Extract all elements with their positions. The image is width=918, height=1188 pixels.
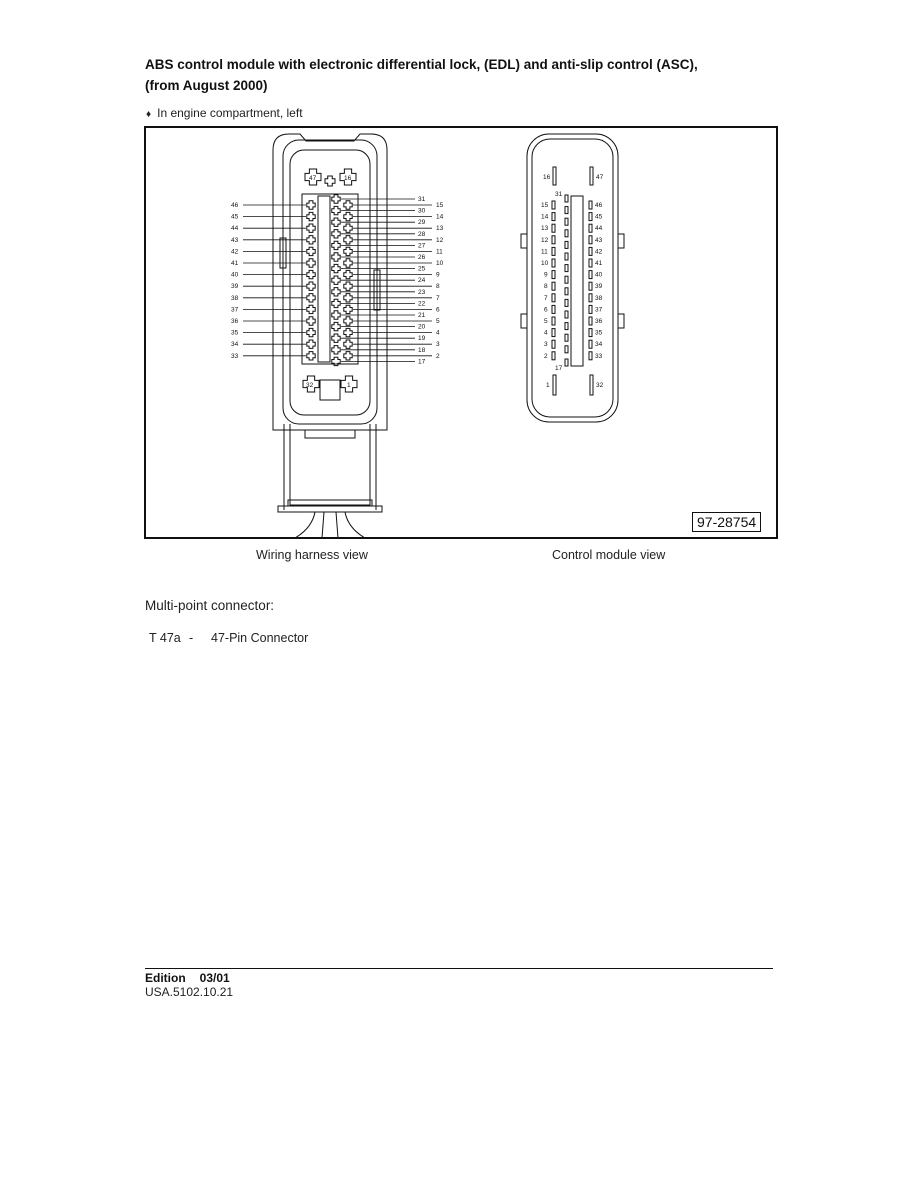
svg-text:35: 35 bbox=[231, 329, 239, 337]
svg-text:30: 30 bbox=[418, 207, 426, 215]
svg-text:31: 31 bbox=[555, 191, 563, 198]
svg-text:14: 14 bbox=[541, 213, 549, 221]
footer-divider bbox=[145, 968, 773, 969]
document-title bbox=[145, 54, 785, 96]
svg-text:35: 35 bbox=[595, 329, 603, 337]
svg-text:4: 4 bbox=[544, 329, 548, 337]
svg-text:39: 39 bbox=[595, 283, 603, 291]
svg-text:39: 39 bbox=[231, 283, 239, 291]
svg-text:8: 8 bbox=[436, 283, 440, 291]
svg-text:42: 42 bbox=[595, 248, 603, 256]
svg-text:25: 25 bbox=[418, 265, 426, 273]
svg-text:2: 2 bbox=[436, 352, 440, 360]
svg-text:12: 12 bbox=[541, 236, 549, 244]
svg-text:2: 2 bbox=[544, 352, 548, 360]
svg-text:20: 20 bbox=[418, 323, 426, 331]
svg-text:44: 44 bbox=[231, 225, 239, 233]
svg-text:18: 18 bbox=[418, 346, 426, 354]
svg-text:45: 45 bbox=[231, 213, 239, 221]
svg-text:26: 26 bbox=[418, 254, 426, 261]
svg-text:32: 32 bbox=[306, 382, 314, 389]
svg-text:36: 36 bbox=[595, 318, 603, 325]
svg-text:36: 36 bbox=[231, 318, 239, 325]
title-line-1: ABS control module with electronic differential lock, (EDL) and anti-slip control (ASC), bbox=[145, 57, 698, 72]
svg-text:38: 38 bbox=[595, 294, 603, 302]
edition-line bbox=[145, 971, 230, 985]
edition-value: 03/01 bbox=[199, 971, 230, 985]
svg-text:46: 46 bbox=[595, 202, 603, 209]
svg-text:33: 33 bbox=[231, 352, 239, 360]
svg-text:9: 9 bbox=[436, 271, 440, 279]
svg-text:43: 43 bbox=[595, 236, 603, 244]
svg-text:34: 34 bbox=[231, 341, 239, 349]
title-line-2: (from August 2000) bbox=[145, 78, 268, 93]
svg-text:4: 4 bbox=[436, 329, 440, 337]
document-code: USA.5102.10.21 bbox=[145, 985, 234, 999]
diamond-bullet-icon: ♦ bbox=[146, 109, 152, 120]
caption-wiring-harness-view: Wiring harness view bbox=[256, 548, 368, 562]
svg-text:46: 46 bbox=[231, 202, 239, 209]
svg-text:8: 8 bbox=[544, 283, 548, 291]
svg-text:41: 41 bbox=[595, 260, 603, 267]
svg-text:10: 10 bbox=[541, 260, 549, 267]
svg-text:22: 22 bbox=[418, 300, 426, 308]
svg-text:9: 9 bbox=[544, 271, 548, 279]
svg-text:5: 5 bbox=[544, 318, 548, 325]
svg-text:41: 41 bbox=[231, 260, 239, 267]
svg-text:28: 28 bbox=[418, 230, 426, 238]
svg-text:17: 17 bbox=[418, 358, 426, 366]
svg-text:29: 29 bbox=[418, 219, 426, 227]
svg-text:27: 27 bbox=[418, 242, 426, 250]
svg-text:45: 45 bbox=[595, 213, 603, 221]
svg-text:6: 6 bbox=[436, 306, 440, 314]
svg-text:15: 15 bbox=[436, 202, 444, 209]
svg-text:15: 15 bbox=[541, 202, 549, 209]
location-note bbox=[146, 106, 303, 120]
svg-text:13: 13 bbox=[436, 225, 444, 233]
connector-description: 47-Pin Connector bbox=[211, 631, 309, 645]
svg-text:10: 10 bbox=[436, 260, 444, 267]
svg-text:19: 19 bbox=[418, 335, 426, 343]
svg-text:31: 31 bbox=[418, 196, 426, 203]
svg-text:16: 16 bbox=[543, 174, 551, 181]
multipoint-connector-heading: Multi-point connector: bbox=[145, 598, 275, 613]
connector-separator: - bbox=[189, 631, 194, 645]
connector-diagram bbox=[146, 128, 776, 537]
svg-text:11: 11 bbox=[541, 248, 548, 256]
svg-text:38: 38 bbox=[231, 294, 239, 302]
svg-text:40: 40 bbox=[231, 271, 239, 279]
svg-text:33: 33 bbox=[595, 352, 603, 360]
svg-text:17: 17 bbox=[555, 365, 563, 372]
svg-text:1: 1 bbox=[546, 382, 550, 389]
svg-text:5: 5 bbox=[436, 318, 440, 325]
svg-text:37: 37 bbox=[231, 306, 239, 314]
connector-figure bbox=[144, 126, 778, 539]
svg-text:7: 7 bbox=[544, 294, 548, 302]
edition-label: Edition bbox=[145, 971, 186, 985]
svg-text:37: 37 bbox=[595, 306, 603, 314]
svg-text:42: 42 bbox=[231, 248, 239, 256]
svg-text:7: 7 bbox=[436, 294, 440, 302]
svg-text:13: 13 bbox=[541, 225, 549, 233]
svg-text:3: 3 bbox=[544, 341, 548, 349]
svg-text:47: 47 bbox=[596, 174, 604, 181]
svg-text:3: 3 bbox=[436, 341, 440, 349]
svg-text:43: 43 bbox=[231, 236, 239, 244]
svg-text:47: 47 bbox=[309, 175, 317, 182]
caption-control-module-view: Control module view bbox=[552, 548, 666, 562]
svg-text:44: 44 bbox=[595, 225, 603, 233]
svg-text:23: 23 bbox=[418, 288, 426, 296]
svg-text:24: 24 bbox=[418, 277, 426, 285]
location-text: In engine compartment, left bbox=[157, 106, 303, 120]
connector-id: T 47a bbox=[149, 631, 181, 645]
svg-text:32: 32 bbox=[596, 382, 604, 389]
svg-text:1: 1 bbox=[347, 382, 351, 389]
figure-reference-number: 97-28754 bbox=[692, 512, 761, 532]
svg-text:12: 12 bbox=[436, 236, 444, 244]
svg-text:6: 6 bbox=[544, 306, 548, 314]
connector-entry bbox=[149, 631, 308, 645]
svg-text:34: 34 bbox=[595, 341, 603, 349]
svg-text:40: 40 bbox=[595, 271, 603, 279]
svg-text:21: 21 bbox=[418, 312, 426, 319]
svg-text:14: 14 bbox=[436, 213, 444, 221]
svg-text:11: 11 bbox=[436, 248, 443, 256]
svg-text:16: 16 bbox=[344, 175, 352, 182]
